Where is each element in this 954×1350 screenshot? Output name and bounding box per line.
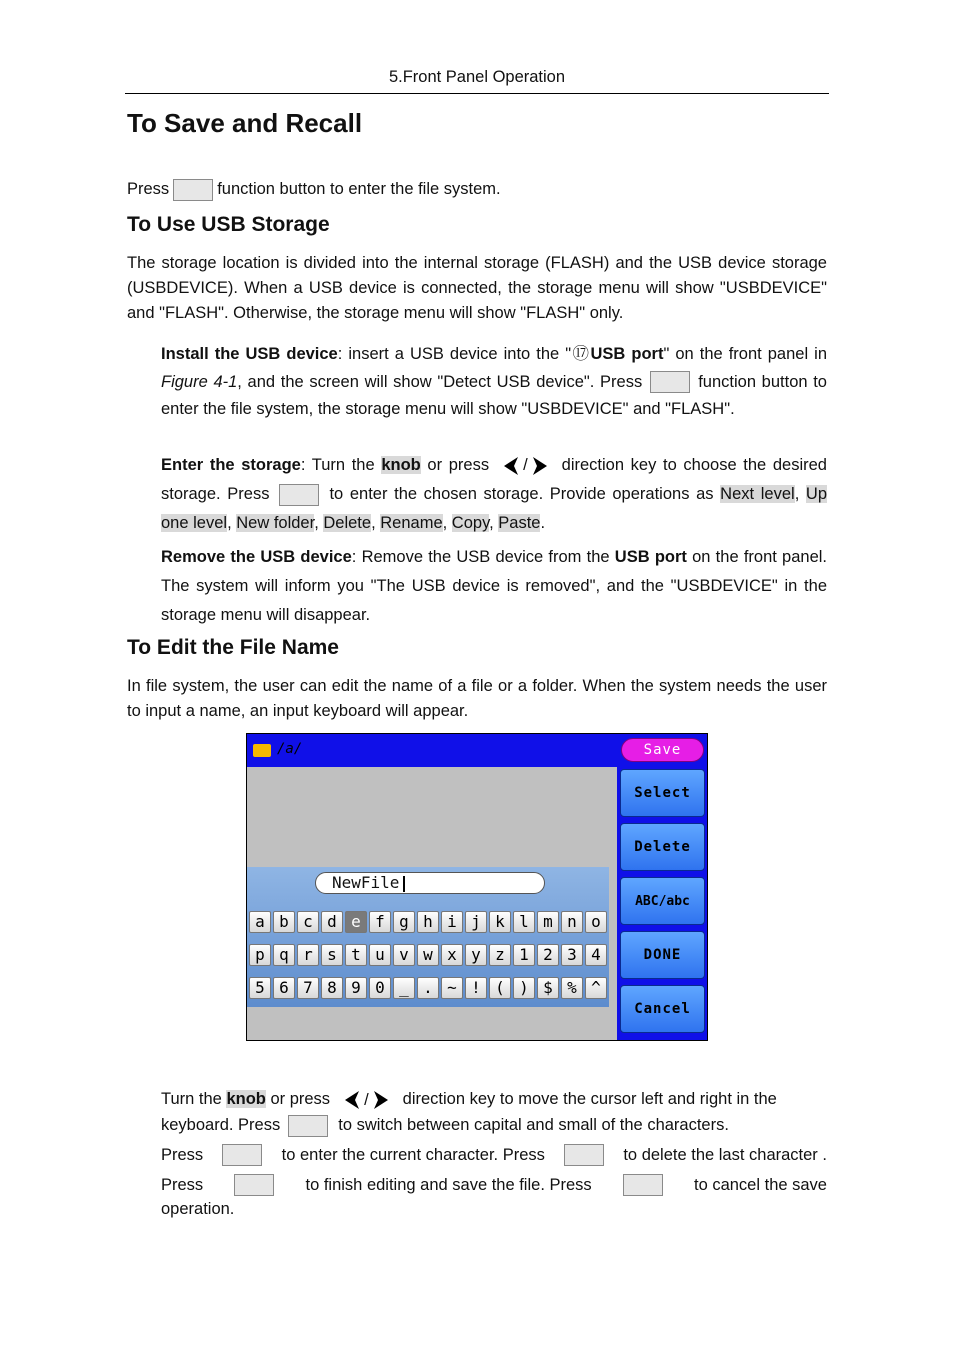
left-arrow-icon	[503, 456, 519, 476]
enter-text-4: to enter the chosen storage. Provide operations as	[329, 485, 714, 504]
keyboard-key[interactable]: 7	[297, 977, 319, 999]
select-button-icon-2	[222, 1144, 262, 1166]
keyboard-key[interactable]: 6	[273, 977, 295, 999]
after-text-2: or press	[270, 1090, 331, 1108]
install-text-3: , and the screen will show "Detect USB device". Press	[237, 372, 643, 391]
remove-text-1: : Remove the USB device from the	[351, 548, 610, 566]
op-paste: Paste	[498, 514, 541, 533]
delete-button-icon	[564, 1144, 604, 1166]
figure-ref: Figure 4-1	[161, 372, 238, 391]
keyboard-key[interactable]: b	[273, 911, 295, 933]
filename-input[interactable]	[315, 872, 545, 894]
keyboard-key[interactable]: e	[345, 911, 367, 933]
keyboard-key[interactable]: l	[513, 911, 535, 933]
usb-paragraph: The storage location is divided into the internal storage (FLASH) and the USB device storage (USBDEVICE). When a USB device is connected, the storage menu will show "USBDEVICE" and "FLASH". Otherwise, the storage menu will show "FLASH" only.	[127, 254, 827, 322]
op-delete: Delete	[323, 514, 372, 533]
page-title: To Save and Recall	[127, 108, 363, 138]
keyboard-key[interactable]: v	[393, 944, 415, 966]
intro-pre: Press	[127, 180, 170, 198]
keyboard-key[interactable]: a	[249, 911, 271, 933]
keyboard-key[interactable]: o	[585, 911, 607, 933]
enter-text-3: direction key to choose the desired storage. Press	[161, 456, 827, 504]
enter-char-instruction	[161, 1142, 827, 1168]
install-text-1: : insert a USB device into the "⑰	[337, 345, 591, 363]
keyboard-key[interactable]: c	[297, 911, 319, 933]
after-text-7: to enter the current character. Press	[281, 1146, 545, 1164]
install-item	[161, 341, 827, 424]
keyboard-key[interactable]: 8	[321, 977, 343, 999]
keyboard-key[interactable]: f	[369, 911, 391, 933]
after-text-3: direction key to move the cursor left and right in the	[402, 1090, 777, 1108]
text-cursor	[403, 876, 405, 892]
usb-heading: To Use USB Storage	[127, 213, 330, 236]
enter-label: Enter the storage	[161, 456, 301, 474]
keyboard-key[interactable]: s	[321, 944, 343, 966]
filename-text: NewFile	[332, 873, 400, 892]
select-button-icon	[279, 484, 319, 506]
install-text-4: function button to enter the file system, the storage menu will show "USBDEVICE" and "FLASH".	[161, 372, 827, 418]
intro-line	[127, 177, 501, 202]
direction-keys-icon	[503, 451, 548, 480]
keyboard-key[interactable]: n	[561, 911, 583, 933]
install-label: Install the USB device	[161, 345, 338, 363]
save-recall-button-icon	[173, 179, 213, 201]
keyboard-key[interactable]: y	[465, 944, 487, 966]
cursor-instruction	[161, 1086, 827, 1113]
op-rename: Rename	[380, 514, 443, 533]
keyboard-key[interactable]: t	[345, 944, 367, 966]
keyboard-key[interactable]: 5	[249, 977, 271, 999]
select-softkey[interactable]: Select	[620, 769, 705, 817]
header-rule	[125, 93, 829, 94]
after-text-4: keyboard. Press	[161, 1116, 281, 1134]
path-label: /a/	[277, 741, 303, 757]
keyboard-key[interactable]: !	[465, 977, 487, 999]
folder-icon	[253, 744, 271, 757]
keyboard-key[interactable]: 9	[345, 977, 367, 999]
after-text-8: to delete the last character .	[623, 1146, 827, 1164]
cancel-button-icon	[623, 1174, 663, 1196]
done-button-icon	[234, 1174, 274, 1196]
keyboard-key[interactable]: x	[441, 944, 463, 966]
left-arrow-icon	[344, 1090, 360, 1110]
save-recall-button-icon	[650, 371, 690, 393]
operation-line: operation.	[161, 1200, 235, 1218]
keyboard-key[interactable]: 3	[561, 944, 583, 966]
cancel-softkey[interactable]: Cancel	[620, 985, 705, 1033]
case-instruction	[161, 1112, 729, 1138]
keyboard-key[interactable]: d	[321, 911, 343, 933]
key-row-3	[249, 977, 607, 999]
keyboard-key[interactable]: (	[489, 977, 511, 999]
arrow-slash: /	[523, 456, 528, 475]
install-text-2: " on the front panel in	[663, 345, 827, 363]
enter-item: Enter the storage: Turn the knob or press / direction key to choose the desired storage. Press to enter the chosen storage. Provide operations as Next level, Up one level, New folder, Delete, Rename, Copy, Paste.	[161, 451, 827, 538]
key-row-2	[249, 944, 607, 966]
op-next-level: Next level	[720, 485, 795, 504]
keyboard-key[interactable]: m	[537, 911, 559, 933]
intro-post: function button to enter the file system.	[217, 180, 501, 198]
after-text-9: Press	[161, 1176, 204, 1194]
arrow-slash-2: /	[364, 1090, 369, 1109]
op-new-folder: New folder	[236, 514, 315, 533]
direction-keys-icon-2	[344, 1087, 389, 1113]
keyboard-key[interactable]: ~	[441, 977, 463, 999]
keyboard-key[interactable]: 4	[585, 944, 607, 966]
after-text-6: Press	[161, 1146, 204, 1164]
keyboard-key[interactable]: j	[465, 911, 487, 933]
enter-text-2: or press	[427, 456, 490, 474]
edit-paragraph: In file system, the user can edit the name of a file or a folder. When the system needs the user to input a name, an input keyboard will appear.	[127, 677, 827, 720]
after-text-5: to switch between capital and small of the characters.	[338, 1116, 729, 1134]
keyboard-key[interactable]: w	[417, 944, 439, 966]
right-arrow-icon	[532, 456, 548, 476]
knob-label: knob	[381, 456, 421, 474]
keyboard-key[interactable]: $	[537, 977, 559, 999]
after-text-11: to cancel the save	[693, 1176, 827, 1194]
delete-softkey[interactable]: Delete	[620, 823, 705, 871]
save-softkey[interactable]: Save	[621, 738, 704, 762]
op-copy: Copy	[451, 514, 490, 533]
right-arrow-icon	[373, 1090, 389, 1110]
case-button-icon	[288, 1115, 328, 1137]
op-up-one-level: Up one level	[161, 485, 828, 533]
keyboard-key[interactable]: h	[417, 911, 439, 933]
screen-bottom	[247, 1007, 609, 1041]
running-header: 5.Front Panel Operation	[388, 68, 566, 86]
remove-port: USB port	[614, 548, 687, 566]
edit-heading: To Edit the File Name	[127, 636, 339, 659]
remove-label: Remove the USB device	[161, 548, 352, 566]
softkey-column	[617, 734, 708, 1041]
path-bar	[247, 734, 617, 767]
key-row-1	[249, 911, 607, 933]
keyboard-key[interactable]: _	[393, 977, 415, 999]
keyboard-key[interactable]: r	[297, 944, 319, 966]
keyboard-key[interactable]: )	[513, 977, 535, 999]
keyboard-key[interactable]: 1	[513, 944, 535, 966]
keyboard-key[interactable]: g	[393, 911, 415, 933]
after-text-1: Turn the	[161, 1090, 222, 1108]
keyboard-key[interactable]: p	[249, 944, 271, 966]
case-softkey[interactable]: ABC/abc	[620, 877, 705, 925]
keyboard-key[interactable]: k	[489, 911, 511, 933]
enter-text-1: : Turn the	[300, 456, 375, 474]
keyboard-key[interactable]: i	[441, 911, 463, 933]
install-port: USB port	[590, 345, 664, 363]
keyboard-key[interactable]: 2	[537, 944, 559, 966]
keyboard-key[interactable]: %	[561, 977, 583, 999]
after-text-10: to finish editing and save the file. Press	[305, 1176, 592, 1194]
done-softkey[interactable]: DONE	[620, 931, 705, 979]
keyboard-key[interactable]: z	[489, 944, 511, 966]
keyboard-key[interactable]: .	[417, 977, 439, 999]
remove-item	[161, 543, 827, 630]
input-keyboard	[247, 867, 609, 1007]
keyboard-screenshot	[246, 733, 708, 1041]
finish-instruction	[161, 1172, 827, 1198]
knob-label-2: knob	[226, 1090, 266, 1108]
keyboard-key[interactable]: u	[369, 944, 391, 966]
keyboard-key[interactable]: q	[273, 944, 295, 966]
keyboard-key[interactable]: ^	[585, 977, 607, 999]
remove-text-2: on the front panel. The system will inform you "The USB device is removed", and the "USBDEVICE" in the storage menu will disappear.	[161, 548, 828, 624]
keyboard-key[interactable]: 0	[369, 977, 391, 999]
